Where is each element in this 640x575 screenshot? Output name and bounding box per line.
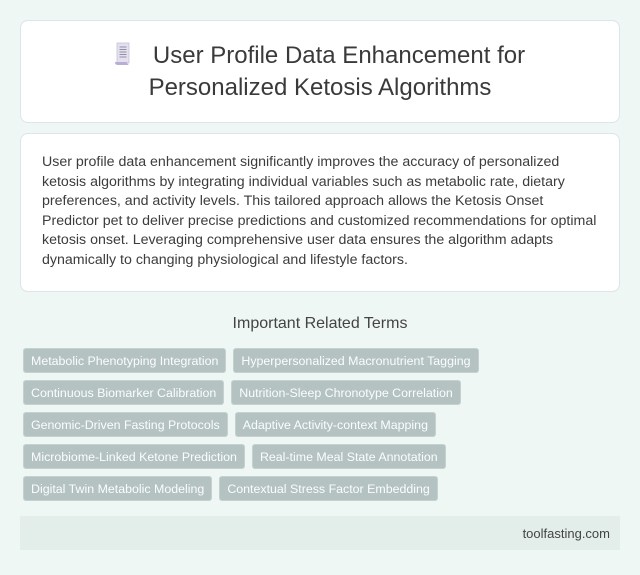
term-tag[interactable]: Contextual Stress Factor Embedding xyxy=(219,476,437,501)
header-card xyxy=(20,20,620,123)
site-name: toolfasting.com xyxy=(522,525,610,541)
term-tag[interactable]: Microbiome-Linked Ketone Prediction xyxy=(23,444,245,469)
description-card xyxy=(20,133,620,292)
footer xyxy=(20,516,620,550)
term-tag[interactable]: Metabolic Phenotyping Integration xyxy=(23,348,226,373)
term-tag[interactable]: Adaptive Activity-context Mapping xyxy=(235,412,436,437)
related-terms-heading: Important Related Terms xyxy=(232,315,408,332)
tag-row xyxy=(23,348,480,380)
title-text: User Profile Data Enhancement for Personalized Ketosis Algorithms xyxy=(148,41,526,101)
page-title xyxy=(61,40,579,104)
term-tag[interactable]: Hyperpersonalized Macronutrient Tagging xyxy=(233,348,478,373)
term-tag[interactable]: Real-time Meal State Annotation xyxy=(252,444,446,469)
term-tag[interactable]: Genomic-Driven Fasting Protocols xyxy=(23,412,228,437)
tag-row xyxy=(23,444,480,476)
term-tag[interactable]: Digital Twin Metabolic Modeling xyxy=(23,476,212,501)
tag-row xyxy=(23,380,480,412)
term-tag[interactable]: Continuous Biomarker Calibration xyxy=(23,380,224,405)
related-terms-list xyxy=(20,348,480,508)
tag-row xyxy=(23,412,480,444)
tag-row xyxy=(23,476,480,508)
term-tag[interactable]: Nutrition-Sleep Chronotype Correlation xyxy=(231,380,461,405)
document-scroll-icon xyxy=(115,42,131,66)
description-text: User profile data enhancement significantly improves the accuracy of personalized ketosis algorithms by integrating individual variables such as metabolic rate, dietary preferences, and activity levels. This tailored approach allows the Ketosis Onset Predictor pet to deliver precise predictions and customized recommendations for optimal ketosis onset. Leveraging comprehensive user data ensures the algorithm adapts dynamically to changing physiological and lifestyle factors. xyxy=(42,154,597,268)
